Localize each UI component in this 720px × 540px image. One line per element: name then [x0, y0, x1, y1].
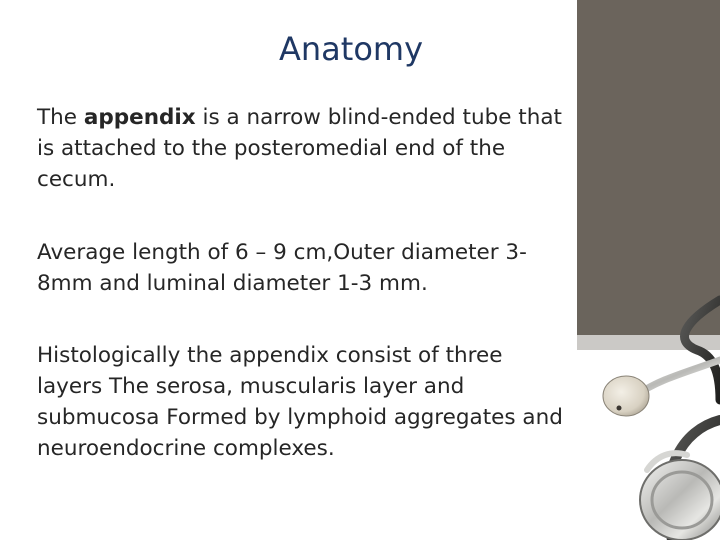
paragraph-dimensions: Average length of 6 – 9 cm,Outer diameter 3-8mm and luminal diameter 1-3 mm. — [37, 240, 527, 296]
side-panel-fill — [577, 0, 720, 335]
paragraph-definition — [37, 102, 567, 195]
side-panel-fade — [577, 300, 720, 350]
term-appendix: appendix — [83, 105, 196, 130]
slide-title: Anatomy — [278, 30, 423, 68]
paragraph-definition-lead: The — [37, 105, 84, 130]
stethoscope-image — [577, 0, 720, 540]
stethoscope-earpiece — [603, 376, 649, 416]
earpiece-hole — [617, 406, 622, 411]
paragraph-definition-rest: is a narrow blind-ended tube that is attached to the posteromedial end of the cecum. — [37, 105, 562, 192]
stethoscope-icon — [577, 0, 720, 540]
paragraph-histology: Histologically the appendix consist of three layers The serosa, muscularis layer and submucosa Formed by lymphoid aggregates and neuroendocrine complexes. — [37, 343, 563, 461]
